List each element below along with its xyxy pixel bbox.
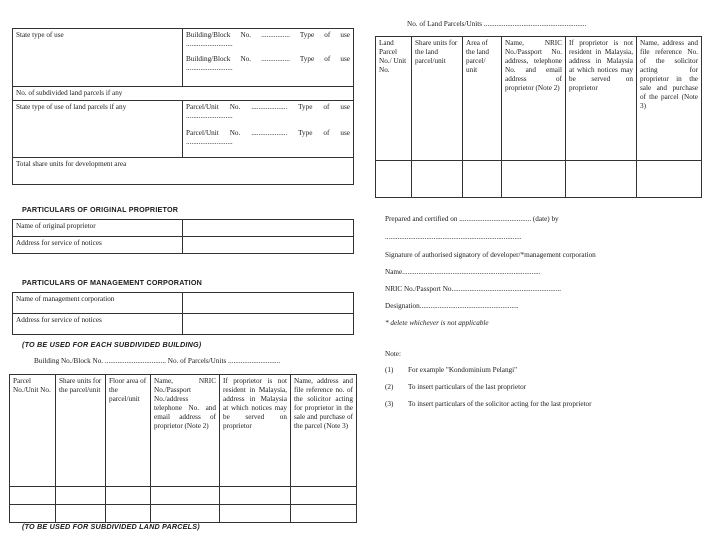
building-header-non-resident: If proprietor is not resident in Malaysia, address in Malaysia at which notices may be served on proprietor	[220, 375, 291, 487]
prepared-certified-line: Prepared and certified on ........................................ (date) by	[385, 215, 559, 223]
parcel-use-line-2: Parcel/Unit No. .................... Type of use ..........................	[186, 129, 350, 146]
land-header-parcel-no: Land Parcel No./ Unit No.	[376, 37, 412, 161]
building-header-floor-area: Floor area of the parcel/unit	[106, 375, 151, 487]
building-parcels-line: Building No./Block No. .................................. No. of Parcels/Units .............................	[34, 357, 281, 365]
parcel-use-line-1: Parcel/Unit No. .................... Type of use ..........................	[186, 103, 350, 120]
land-header-proprietor: Name, NRIC No./Passport No. address, telephone No. and email address of proprietor (Note 2)	[502, 37, 566, 161]
subdivided-building-table	[9, 374, 357, 523]
building-use-line-1: Building/Block No. ................ Type of use ..........................	[186, 31, 350, 48]
building-header-share-units: Share units for the parcel/unit	[56, 375, 106, 487]
name-line: Name.............................................................................	[385, 268, 541, 276]
original-proprietor-name-label: Name of original proprietor	[13, 220, 183, 237]
land-header-non-resident: If proprietor is not resident in Malaysia, address in Malaysia at which notices may be served on proprietor	[566, 37, 637, 161]
land-parcels-table	[375, 36, 702, 198]
land-header-share-units: Share units for the land parcel/unit	[412, 37, 463, 161]
management-corporation-address-label: Address for service of notices	[13, 314, 183, 335]
original-proprietor-heading: PARTICULARS OF ORIGINAL PROPRIETOR	[22, 205, 179, 214]
signature-dots-line: ............................................................................	[385, 233, 522, 241]
total-share-units-label: Total share units for development area	[13, 158, 354, 185]
nric-line: NRIC No./Passport No.............................................................	[385, 285, 562, 293]
designation-line: Designation.......................................................	[385, 302, 519, 310]
building-header-proprietor: Name, NRIC No./Passport No./address telephone No. and email address of proprietor (Note 2)	[151, 375, 220, 487]
management-corporation-heading: PARTICULARS OF MANAGEMENT CORPORATION	[22, 278, 203, 287]
table-row	[10, 505, 357, 523]
building-header-solicitor: Name, address and file reference no. of the solicitor acting for proprietor in the sale and purchase of the parcel (Note 3)	[291, 375, 357, 487]
land-parcels-line: No. of Land Parcels/Units .........................................................	[407, 20, 587, 28]
note-2-text: To insert particulars of the last proprietor	[408, 383, 527, 391]
land-header-solicitor: Name, address and file reference No. of the solicitor acting for proprietor in the sale and purchase of the parcel (Note 3)	[637, 37, 702, 161]
subdivided-parcels-label: No. of subdivided land parcels if any	[13, 87, 354, 101]
land-header-area: Area of the land parcel/ unit	[463, 37, 502, 161]
original-proprietor-table	[12, 219, 354, 254]
note-3-number: (3)	[385, 400, 394, 408]
delete-note: * delete whichever is not applicable	[385, 319, 489, 327]
table-row	[376, 161, 702, 198]
management-corporation-table	[12, 292, 354, 335]
original-proprietor-address-label: Address for service of notices	[13, 237, 183, 254]
note-2-number: (2)	[385, 383, 394, 391]
notes-title: Note:	[385, 350, 401, 358]
subdivided-land-caption: (TO BE USED FOR SUBDIVIDED LAND PARCELS)	[22, 522, 200, 531]
signature-label: Signature of authorised signatory of developer/*management corporation	[385, 251, 596, 259]
table-row	[10, 487, 357, 505]
type-of-use-label: State type of use	[13, 29, 183, 87]
land-parcel-use-label: State type of use of land parcels if any	[13, 101, 183, 158]
note-1-number: (1)	[385, 366, 394, 374]
note-3-text: To insert particulars of the solicitor acting for the last proprietor	[408, 400, 592, 408]
subdivided-building-caption: (TO BE USED FOR EACH SUBDIVIDED BUILDING)	[22, 340, 202, 349]
note-1-text: For example "Kondominium Pelangi"	[408, 366, 518, 374]
development-info-table	[12, 28, 354, 185]
management-corporation-name-label: Name of management corporation	[13, 293, 183, 314]
building-header-parcel-no: Parcel No./Unit No.	[10, 375, 56, 487]
building-use-line-2: Building/Block No. ................ Type of use ..........................	[186, 55, 350, 72]
